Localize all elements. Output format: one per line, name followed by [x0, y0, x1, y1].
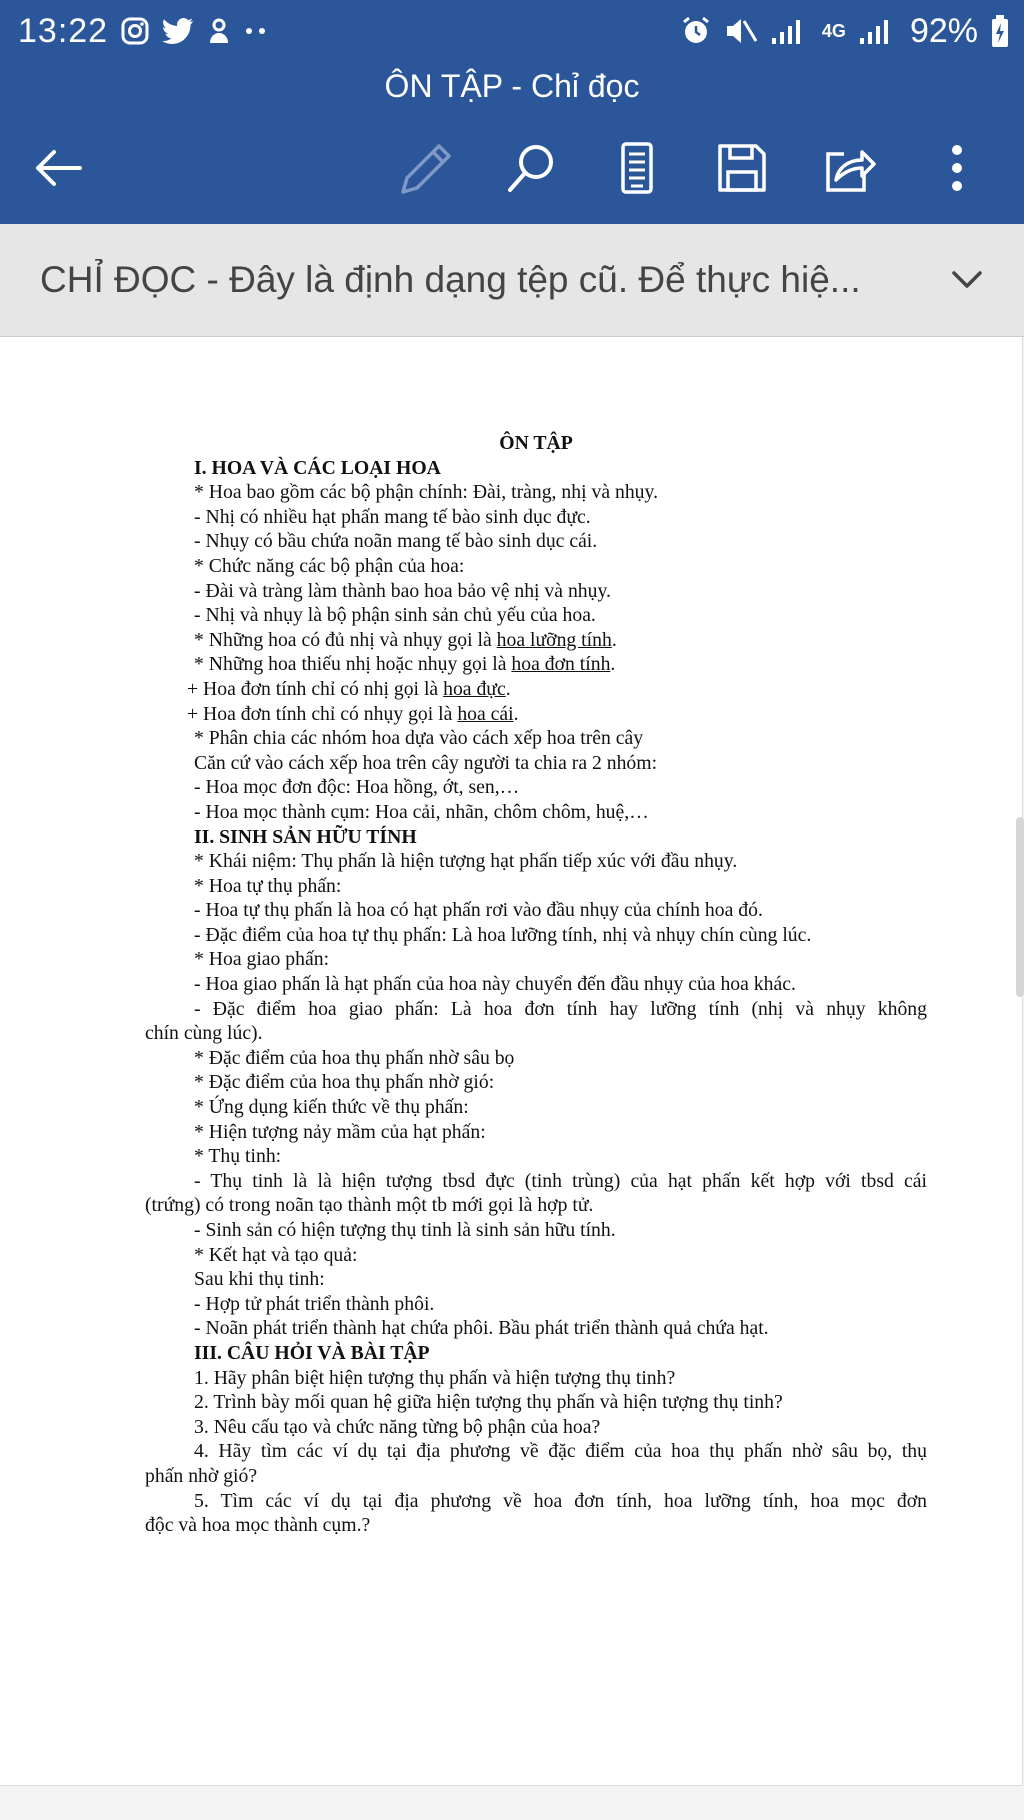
save-icon: [716, 142, 768, 194]
doc-line: 3. Nêu cấu tạo và chức năng từng bộ phận của hoa?: [194, 1415, 601, 1438]
doc-line: - Hoa tự thụ phấn là hoa có hạt phấn rơi vào đầu nhụy của chính hoa đó.: [194, 899, 763, 922]
instagram-icon: [120, 16, 150, 46]
doc-line: - Hợp tử phát triển thành phôi.: [194, 1292, 435, 1315]
doc-line: * Đặc điểm của hoa thụ phấn nhờ gió:: [194, 1071, 495, 1094]
doc-line: - Đài và tràng làm thành bao hoa bảo vệ nhị và nhụy.: [194, 579, 611, 602]
reading-view-icon: [617, 140, 657, 196]
doc-line-text: + Hoa đơn tính chỉ có nhụy gọi là: [187, 702, 458, 725]
share-button[interactable]: [818, 136, 882, 200]
doc-line: [145, 677, 927, 702]
doc-line: * Ứng dụng kiến thức về thụ phấn:: [194, 1096, 469, 1119]
scrollbar-handle[interactable]: [1016, 817, 1024, 997]
doc-line: - Nhị và nhụy là bộ phận sinh sản chủ yếu của hoa.: [194, 604, 596, 627]
back-arrow-icon: [32, 148, 84, 188]
doc-line: [145, 652, 927, 677]
more-options-button[interactable]: [925, 136, 989, 200]
underlined-term: hoa đực: [443, 677, 506, 700]
doc-line: - Đặc điểm hoa giao phấn: Là hoa đơn tính hay lưỡng tính (nhị và nhụy không: [194, 997, 927, 1020]
doc-line: - Nhị có nhiều hạt phấn mang tế bào sinh dục đực.: [194, 505, 591, 528]
document-area[interactable]: [0, 337, 1024, 1787]
section-heading: I. HOA VÀ CÁC LOẠI HOA: [194, 456, 441, 479]
underlined-term: hoa đơn tính: [511, 653, 611, 676]
doc-line-text: + Hoa đơn tính chỉ có nhị gọi là: [187, 677, 444, 700]
doc-line: - Noãn phát triển thành hạt chứa phôi. Bầu phát triển thành quả chứa hạt.: [194, 1317, 769, 1340]
status-right: [680, 12, 1010, 51]
status-time: 13:22: [18, 11, 109, 50]
doc-line: (trứng) có trong noãn tạo thành một tb mới gọi là hợp tử.: [145, 1194, 594, 1217]
back-button[interactable]: [26, 136, 90, 200]
doc-line: độc và hoa mọc thành cụm.?: [145, 1514, 371, 1537]
mute-icon: [724, 16, 758, 46]
doc-line: chín cùng lúc).: [145, 1022, 263, 1045]
edit-button[interactable]: [395, 136, 459, 200]
underlined-term: hoa cái: [457, 702, 514, 725]
doc-line: * Kết hạt và tạo quả:: [194, 1243, 358, 1266]
status-bar: [0, 0, 1024, 62]
doc-line: * Hoa giao phấn:: [194, 948, 330, 971]
doc-line: * Phân chia các nhóm hoa dựa vào cách xếp hoa trên cây: [194, 727, 644, 750]
doc-line: * Hiện tượng nảy mầm của hạt phấn:: [194, 1120, 486, 1143]
doc-line-text: .: [610, 653, 616, 676]
document-title-bar: [0, 62, 1024, 110]
signal-icon-2: [858, 16, 898, 46]
app-header: [0, 0, 1024, 224]
doc-line-text: .: [505, 677, 511, 700]
doc-line: - Sinh sản có hiện tượng thụ tinh là sinh sản hữu tính.: [194, 1219, 616, 1241]
doc-line: - Đặc điểm của hoa tự thụ phấn: Là hoa lưỡng tính, nhị và nhụy chín cùng lúc.: [194, 923, 812, 946]
save-button[interactable]: [710, 136, 774, 200]
doc-title: ÔN TẬP: [499, 432, 573, 454]
more-options-icon: [949, 143, 965, 193]
doc-line: * Chức năng các bộ phận của hoa:: [194, 554, 465, 577]
doc-line: 1. Hãy phân biệt hiện tượng thụ phấn và hiện tượng thụ tinh?: [194, 1366, 676, 1389]
section-heading: II. SINH SẢN HỮU TÍNH: [194, 825, 417, 848]
signal-icon: [770, 16, 810, 46]
more-dots-icon: [244, 26, 270, 36]
section-heading: III. CÂU HỎI VÀ BÀI TẬP: [194, 1341, 430, 1364]
doc-line: * Thụ tinh:: [194, 1145, 282, 1168]
search-button[interactable]: [500, 136, 564, 200]
app-title: ÔN TẬP - Chỉ đọc: [384, 67, 640, 104]
doc-line: Căn cứ vào cách xếp hoa trên cây người ta chia ra 2 nhóm:: [194, 751, 658, 774]
chevron-down-icon[interactable]: [950, 269, 984, 291]
share-icon: [822, 142, 878, 194]
read-only-banner-text: CHỈ ĐỌC - Đây là định dạng tệp cũ. Để thực hiệ...: [40, 259, 861, 300]
twitter-icon: [162, 17, 194, 45]
doc-line: - Hoa mọc thành cụm: Hoa cải, nhãn, chôm chôm, huệ,…: [194, 800, 649, 823]
doc-line-text: .: [513, 702, 519, 725]
toolbar: [0, 120, 1024, 210]
doc-line: Sau khi thụ tinh:: [194, 1268, 325, 1291]
document-page: [0, 337, 1023, 1786]
doc-line: - Nhụy có bầu chứa noãn mang tế bào sinh dục cái.: [194, 530, 598, 553]
doc-line: 4. Hãy tìm các ví dụ tại địa phương về đặc điểm của hoa thụ phấn nhờ sâu bọ, thụ: [194, 1440, 927, 1463]
doc-line: - Hoa giao phấn là hạt phấn của hoa này chuyển đến đầu nhụy của hoa khác.: [194, 973, 796, 996]
doc-line: - Hoa mọc đơn độc: Hoa hồng, ớt, sen,…: [194, 776, 520, 799]
edit-pencil-icon: [399, 140, 455, 196]
doc-line: * Hoa bao gồm các bộ phận chính: Đài, tràng, nhị và nhụy.: [194, 481, 658, 504]
doc-line: * Đặc điểm của hoa thụ phấn nhờ sâu bọ: [194, 1046, 515, 1069]
doc-line-text: * Những hoa thiếu nhị hoặc nhụy gọi là: [194, 653, 512, 676]
doc-line: * Hoa tự thụ phấn:: [194, 874, 342, 897]
notification-icon: [206, 16, 232, 46]
doc-line: [145, 702, 927, 727]
document-content: [145, 431, 927, 1538]
battery-icon: [990, 14, 1010, 48]
doc-line: 2. Trình bày mối quan hệ giữa hiện tượng thụ phấn và hiện tượng thụ tinh?: [194, 1391, 783, 1414]
doc-line: phấn nhờ gió?: [145, 1464, 258, 1487]
reading-view-button[interactable]: [605, 136, 669, 200]
doc-line-text: * Những hoa có đủ nhị và nhụy gọi là: [194, 628, 497, 651]
doc-line: [145, 628, 927, 653]
doc-line: - Thụ tinh là là hiện tượng tbsd đực (tinh trùng) của hạt phấn kết hợp với tbsd cái: [194, 1169, 927, 1192]
network-type: 4G: [821, 20, 846, 41]
doc-line-text: .: [611, 628, 617, 651]
status-left: [18, 12, 270, 51]
doc-line: 5. Tìm các ví dụ tại địa phương về hoa đơn tính, hoa lưỡng tính, hoa mọc đơn: [194, 1489, 927, 1512]
read-only-banner[interactable]: [0, 224, 1024, 337]
underlined-term: hoa lưỡng tính: [496, 628, 612, 651]
doc-line: * Khái niệm: Thụ phấn là hiện tượng hạt phấn tiếp xúc với đầu nhụy.: [194, 850, 738, 873]
alarm-icon: [680, 15, 712, 47]
battery-percent: 92%: [909, 11, 978, 50]
search-icon: [504, 140, 560, 196]
